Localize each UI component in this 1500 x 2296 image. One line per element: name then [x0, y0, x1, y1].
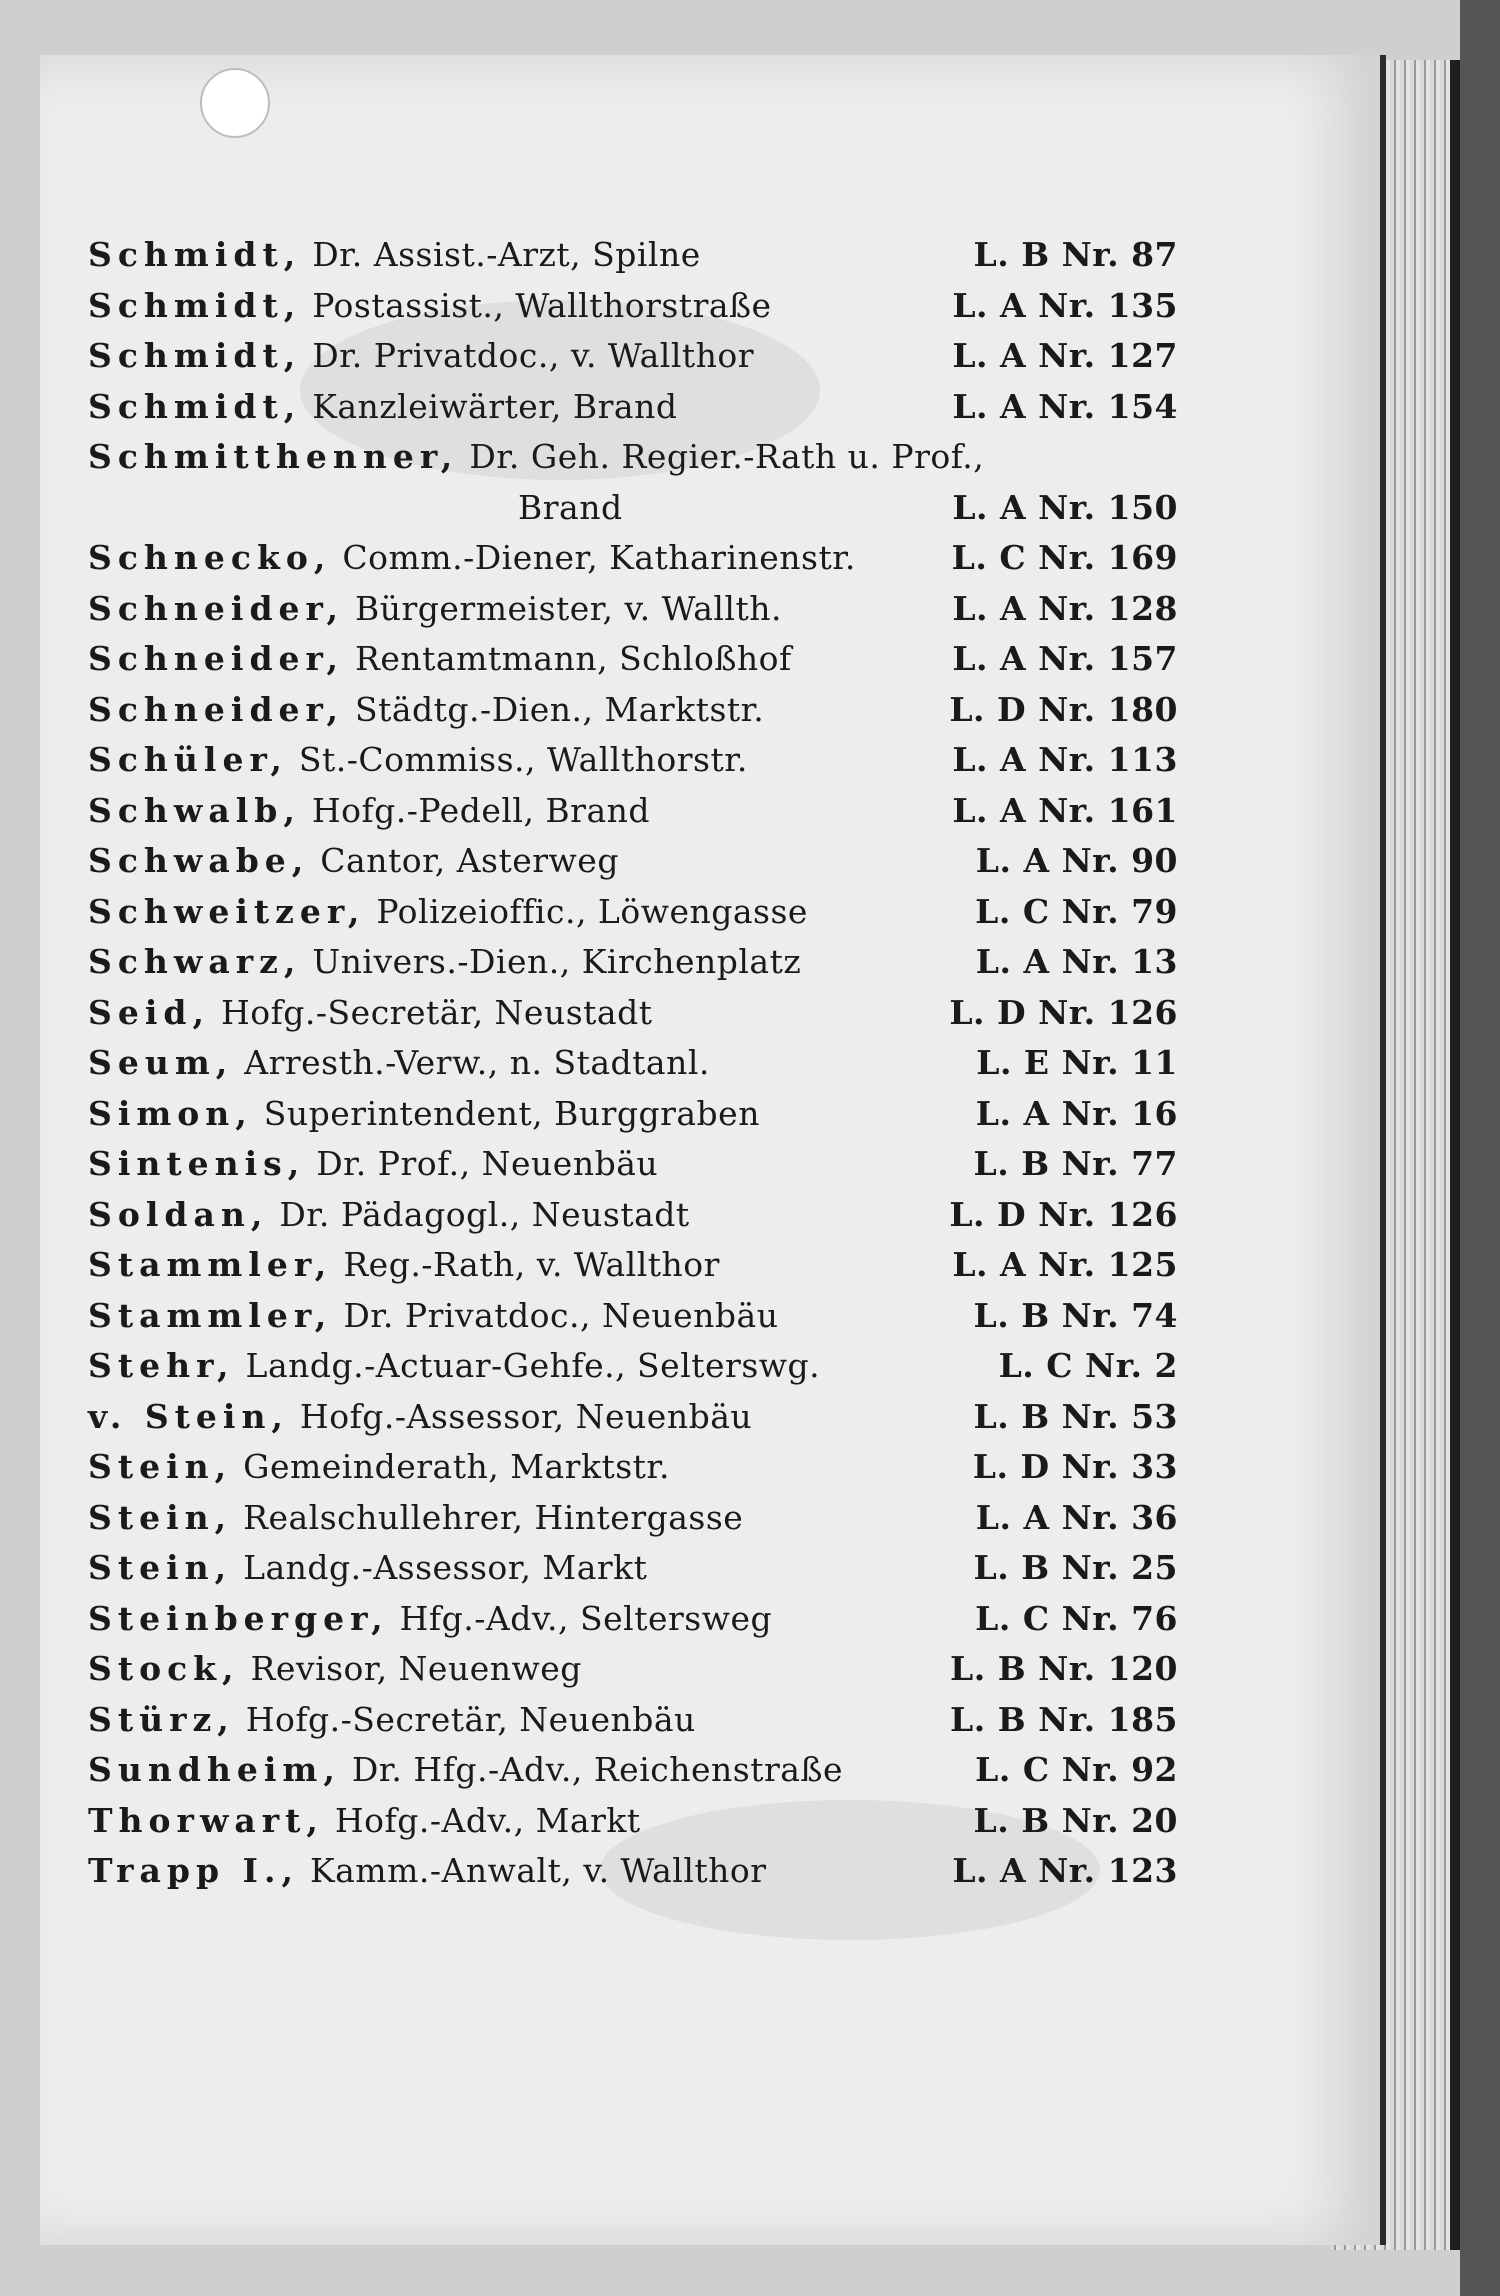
entry-detail: Dr. Privatdoc., v. Wallthor: [312, 336, 755, 375]
entry-address: L. A Nr. 123: [952, 1851, 1178, 1890]
entry-name: Stammler,: [88, 1295, 333, 1335]
directory-entry: [88, 634, 1178, 685]
directory-entry: [88, 988, 1178, 1039]
entry-name: Stock,: [88, 1649, 240, 1688]
entry-name: Stein,: [88, 1447, 233, 1486]
entry-name: Schmidt,: [88, 235, 302, 274]
entry-name: Schmidt,: [88, 386, 302, 426]
entry-name: Seid,: [88, 992, 210, 1032]
entry-address: L. B Nr. 120: [950, 1649, 1178, 1688]
entry-name: Schwalb,: [88, 790, 301, 830]
entry-address: L. B Nr. 185: [950, 1699, 1178, 1739]
entry-name: Stein,: [88, 1548, 233, 1587]
directory-entry: [88, 432, 1178, 483]
entry-address: L. A Nr. 36: [975, 1497, 1178, 1537]
entry-detail: Kamm.-Anwalt, v. Wallthor: [309, 1851, 767, 1890]
entry-name: Schweitzer,: [88, 891, 366, 931]
directory-entry: [88, 1392, 1178, 1443]
entry-address: L. E Nr. 11: [976, 1043, 1178, 1082]
entry-detail: Landg.-Assessor, Markt: [243, 1548, 648, 1587]
entry-detail: Polizeioffic., Löwengasse: [376, 891, 808, 931]
entry-address: L. B Nr. 74: [973, 1295, 1178, 1335]
entry-address: L. B Nr. 53: [973, 1396, 1178, 1436]
directory-entry: [88, 1341, 1178, 1392]
directory-entry: [88, 1139, 1178, 1190]
directory-entry: [88, 887, 1178, 938]
entry-detail: Dr. Privatdoc., Neuenbäu: [343, 1295, 779, 1335]
entry-address: L. A Nr. 157: [952, 639, 1178, 678]
entry-address: L. A Nr. 135: [952, 285, 1178, 325]
entry-name: Schneider,: [88, 588, 344, 628]
entry-detail: Superintendent, Burggraben: [263, 1093, 760, 1133]
entry-name: Schmitthenner,: [88, 437, 459, 476]
entry-name: Stehr,: [88, 1346, 235, 1385]
entry-detail: Comm.-Diener, Katharinenstr.: [342, 538, 856, 577]
entry-detail: Cantor, Asterweg: [320, 841, 619, 880]
entry-address: L. A Nr. 161: [952, 790, 1178, 830]
entry-address: L. A Nr. 154: [952, 386, 1178, 426]
directory-entry: [88, 1745, 1178, 1796]
entry-address: L. C Nr. 79: [975, 891, 1178, 931]
directory-entry: [88, 1240, 1178, 1291]
directory-entries: [88, 230, 1178, 1897]
directory-entry: [88, 836, 1178, 887]
entry-address: L. C Nr. 2: [998, 1346, 1178, 1385]
entry-detail: Brand: [518, 487, 623, 527]
directory-entry: [88, 786, 1178, 837]
entry-address: L. C Nr. 169: [951, 538, 1178, 577]
entry-name: Seum,: [88, 1043, 234, 1082]
directory-entry: [88, 1442, 1178, 1493]
entry-name: Sundheim,: [88, 1750, 341, 1789]
entry-detail: Gemeinderath, Marktstr.: [243, 1447, 671, 1486]
binding-shadow: [1460, 0, 1500, 2296]
entry-detail: St.-Commiss., Wallthorstr.: [298, 740, 748, 779]
entry-name: Schnecko,: [88, 538, 332, 577]
entry-name: Stein,: [88, 1497, 233, 1537]
entry-name: v. Stein,: [88, 1396, 289, 1436]
entry-address: L. D Nr. 180: [949, 689, 1178, 729]
directory-entry: [88, 937, 1178, 988]
entry-detail: Hofg.-Secretär, Neuenbäu: [245, 1699, 696, 1739]
entry-address: L. D Nr. 126: [949, 1194, 1178, 1234]
entry-detail: Rentamtmann, Schloßhof: [355, 639, 792, 678]
directory-entry: [88, 1190, 1178, 1241]
entry-detail: Hfg.-Adv., Seltersweg: [399, 1598, 773, 1638]
directory-entry: [88, 1543, 1178, 1594]
entry-name: Stammler,: [88, 1245, 333, 1284]
entry-detail: Arresth.-Verw., n. Stadtanl.: [244, 1043, 710, 1082]
entry-address: L. D Nr. 33: [972, 1447, 1178, 1486]
entry-detail: Realschullehrer, Hintergasse: [243, 1497, 744, 1537]
directory-entry: [88, 1846, 1178, 1897]
entry-name: Steinberger,: [88, 1598, 389, 1638]
entry-address: L. A Nr. 13: [975, 942, 1178, 981]
entry-address: L. B Nr. 25: [973, 1548, 1178, 1587]
directory-entry: [88, 1089, 1178, 1140]
entry-name: Schmidt,: [88, 285, 302, 325]
entry-detail: Hofg.-Secretär, Neustadt: [220, 992, 653, 1032]
entry-detail: Bürgermeister, v. Wallth.: [355, 588, 782, 628]
entry-detail: Städtg.-Dien., Marktstr.: [355, 689, 765, 729]
entry-address: L. B Nr. 77: [973, 1144, 1178, 1183]
directory-entry: [88, 1644, 1178, 1695]
entry-address: L. A Nr. 127: [952, 336, 1178, 375]
entry-name: Simon,: [88, 1093, 253, 1133]
entry-address: L. C Nr. 92: [975, 1750, 1178, 1789]
entry-address: L. A Nr. 90: [975, 841, 1178, 880]
entry-name: Trapp I.,: [88, 1851, 299, 1890]
directory-entry: [88, 382, 1178, 433]
entry-name: Stürz,: [88, 1699, 235, 1739]
directory-entry: [88, 685, 1178, 736]
entry-detail: Revisor, Neuenweg: [250, 1649, 582, 1688]
directory-entry: [88, 1796, 1178, 1847]
directory-entry: [88, 1493, 1178, 1544]
directory-entry: [88, 735, 1178, 786]
entry-detail: Hofg.-Pedell, Brand: [311, 790, 651, 830]
entry-address: L. C Nr. 76: [975, 1598, 1178, 1638]
entry-name: Thorwart,: [88, 1800, 324, 1840]
entry-detail: Dr. Geh. Regier.-Rath u. Prof.,: [469, 437, 985, 476]
entry-detail: Dr. Hfg.-Adv., Reichenstraße: [351, 1750, 843, 1789]
entry-name: Schwarz,: [88, 942, 302, 981]
entry-detail: Landg.-Actuar-Gehfe., Selterswg.: [245, 1346, 821, 1385]
entry-address: L. B Nr. 87: [973, 235, 1178, 274]
entry-detail: Dr. Prof., Neuenbäu: [316, 1144, 659, 1183]
directory-entry: [88, 1291, 1178, 1342]
entry-detail: Univers.-Dien., Kirchenplatz: [312, 942, 802, 981]
directory-entry: [88, 584, 1178, 635]
directory-entry: [88, 1695, 1178, 1746]
directory-entry: [88, 331, 1178, 382]
directory-entry: [88, 1038, 1178, 1089]
directory-entry: [88, 230, 1178, 281]
directory-entry: [88, 483, 1178, 534]
entry-detail: Dr. Pädagogl., Neustadt: [279, 1194, 690, 1234]
entry-name: Schneider,: [88, 639, 344, 678]
entry-detail: Postassist., Wallthorstraße: [312, 285, 772, 325]
entry-address: L. A Nr. 128: [952, 588, 1178, 628]
entry-address: L. A Nr. 125: [952, 1245, 1178, 1284]
directory-entry: [88, 281, 1178, 332]
entry-address: L. A Nr. 16: [975, 1093, 1178, 1133]
entry-name: Schmidt,: [88, 336, 302, 375]
punch-hole: [200, 68, 270, 138]
entry-detail: Reg.-Rath, v. Wallthor: [343, 1245, 720, 1284]
entry-name: Schneider,: [88, 689, 344, 729]
directory-entry: [88, 533, 1178, 584]
entry-name: Schwabe,: [88, 841, 310, 880]
entry-detail: Hofg.-Adv., Markt: [334, 1800, 641, 1840]
entry-detail: Dr. Assist.-Arzt, Spilne: [312, 235, 701, 274]
entry-name: Sintenis,: [88, 1144, 306, 1183]
entry-address: L. B Nr. 20: [973, 1800, 1178, 1840]
entry-address: L. A Nr. 113: [952, 740, 1178, 779]
entry-name: Schüler,: [88, 740, 288, 779]
directory-entry: [88, 1594, 1178, 1645]
entry-address: L. D Nr. 126: [949, 992, 1178, 1032]
entry-detail: Kanzleiwärter, Brand: [312, 386, 678, 426]
entry-detail: Hofg.-Assessor, Neuenbäu: [299, 1396, 753, 1436]
entry-name: Soldan,: [88, 1194, 269, 1234]
entry-address: L. A Nr. 150: [952, 487, 1178, 527]
